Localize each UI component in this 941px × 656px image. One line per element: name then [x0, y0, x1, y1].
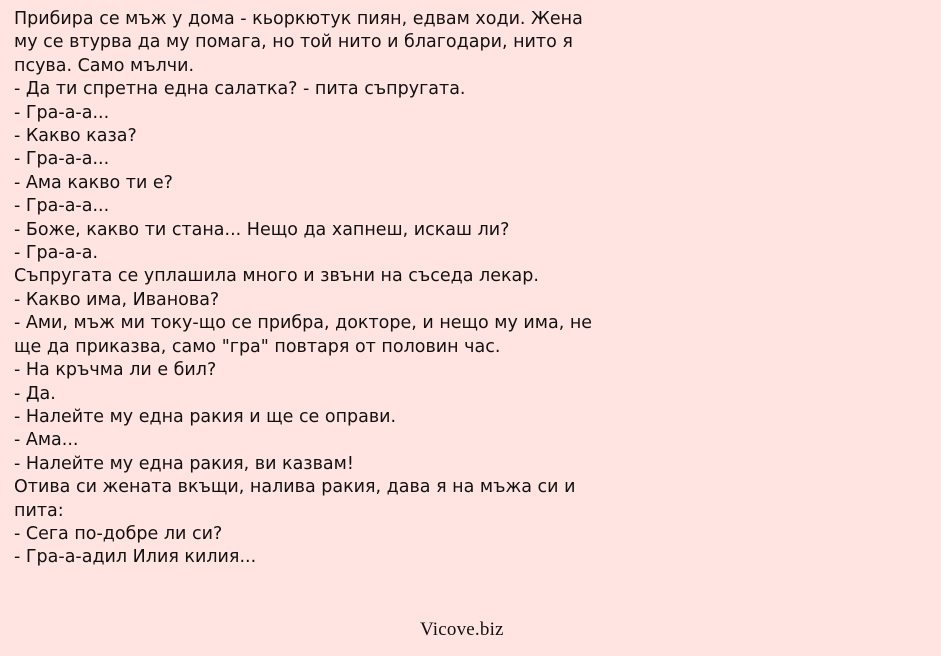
joke-line: Съпругата се уплашила много и звъни на съседа лекар.	[14, 266, 539, 287]
joke-line: - Гра-а-а...	[14, 196, 110, 217]
joke-line: - Ама...	[14, 430, 79, 451]
joke-line: - Гра-а-а.	[14, 243, 99, 264]
joke-line: - Гра-а-а...	[14, 149, 110, 170]
joke-line: - Ама какво ти е?	[14, 172, 173, 193]
joke-line: Отива си жената вкъщи, налива ракия, дава я на мъжа си и пита:	[14, 477, 576, 521]
joke-line: Прибира се мъж у дома - кьоркютук пиян, едвам ходи. Жена му се втурва да му помага, но той нито и благодари, нито я псува. Само мълчи.	[14, 9, 583, 76]
joke-line: - Какво има, Иванова?	[14, 289, 220, 310]
watermark: Vicove.biz	[420, 619, 504, 640]
joke-text	[14, 8, 594, 570]
joke-line: - Гра-а-адил Илия килия...	[14, 547, 257, 568]
joke-line: - Да.	[14, 383, 56, 404]
joke-line: - Налейте му една ракия, ви казвам!	[14, 453, 354, 474]
joke-line: - Сега по-добре ли си?	[14, 523, 223, 544]
joke-line: - Гра-а-а...	[14, 102, 110, 123]
joke-line: - Ами, мъж ми току-що се прибра, докторе, и нещо му има, не ще да приказва, само "гра" повтаря от половин час.	[14, 313, 593, 357]
joke-line: - Боже, какво ти стана... Нещо да хапнеш, искаш ли?	[14, 219, 510, 240]
joke-line: - На кръчма ли е бил?	[14, 360, 217, 381]
joke-line: - Какво каза?	[14, 126, 137, 147]
joke-line: - Да ти спретна една салатка? - пита съпругата.	[14, 79, 466, 100]
joke-line: - Налейте му една ракия и ще се оправи.	[14, 406, 397, 427]
